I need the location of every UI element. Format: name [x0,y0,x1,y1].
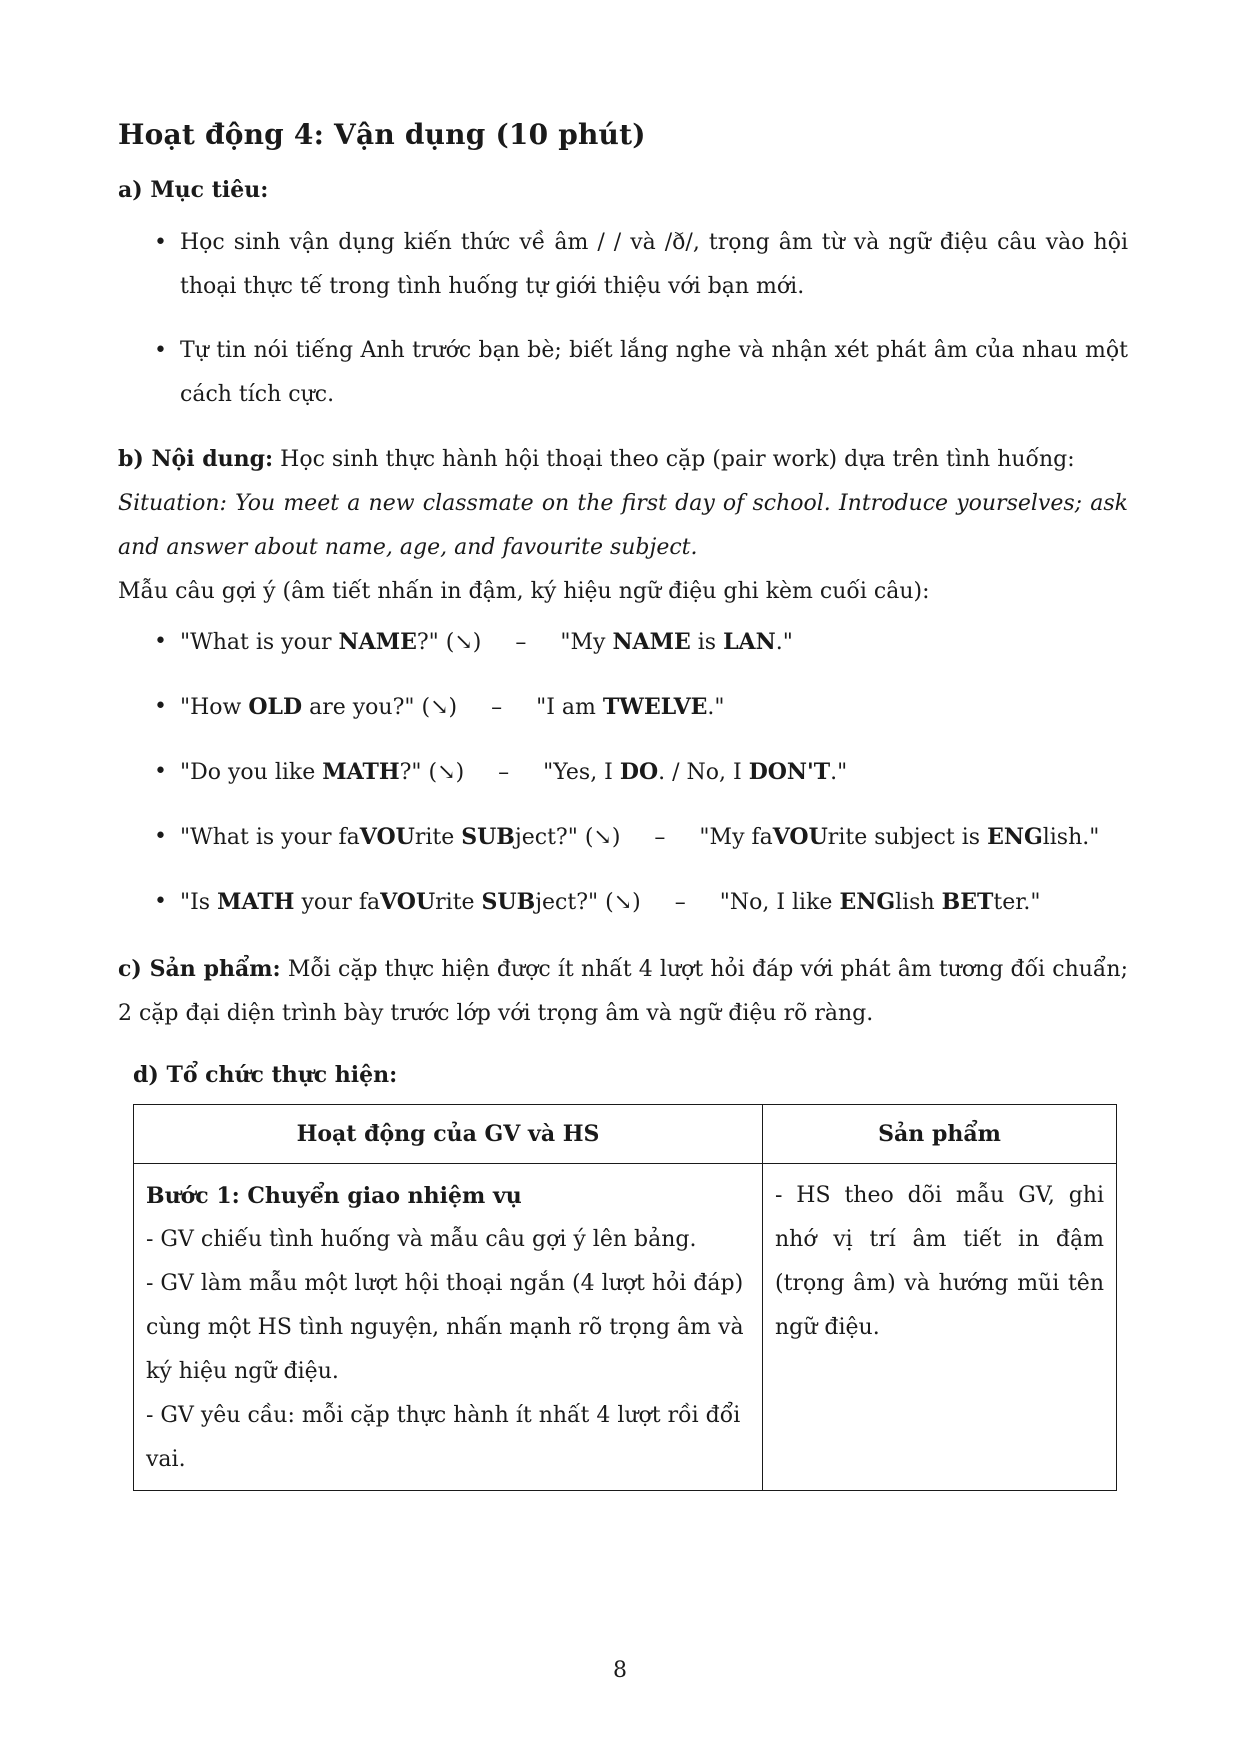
hint-text: Mẫu câu gợi ý (âm tiết nhấn in đậm, ký hiệu ngữ điệu ghi kèm cuối câu): [118,579,930,604]
stressed-syllable: ENG [839,889,896,915]
dialogue-text: ?" (↘) [416,630,482,655]
stressed-syllable: MATH [217,889,295,915]
bullet-icon: • [154,629,167,654]
section-c-label: c) Sản phẩm: [118,956,281,982]
dialogue-text: ." [830,760,848,785]
activity-line: - GV yêu cầu: mỗi cặp thực hành ít nhất 4 lượt rồi đổi vai. [146,1403,741,1472]
dialogue-text: lish [895,890,942,915]
dialogue-text: your fa [294,890,381,915]
objective-item: • Học sinh vận dụng kiến thức về âm / / và /ð/, trọng âm từ và ngữ điệu câu vào hội thoại thực tế trong tình huống tự giới thiệu với bạn mới. [118,221,1128,309]
section-b-label: b) Nội dung: [118,446,274,472]
stressed-syllable: VOU [772,824,828,850]
activity-line: - GV chiếu tình huống và mẫu câu gợi ý lên bảng. [146,1227,697,1252]
dialogue-text: rite [435,890,482,915]
dialogue-item [118,622,1128,663]
stressed-syllable: NAME [338,629,417,655]
dialogue-text: "Is [180,890,218,915]
stressed-syllable: BET [941,889,994,915]
bullet-icon: • [154,889,167,914]
bullet-icon: • [154,759,167,784]
stressed-syllable: SUB [481,889,536,915]
table-header: Hoạt động của GV và HS [134,1105,763,1164]
stressed-syllable: ENG [987,824,1043,850]
section-b-content [118,437,1128,482]
bullet-icon: • [154,824,167,849]
dialogue-text: ." [775,630,793,655]
page-number: 8 [613,1658,627,1683]
stressed-syllable: VOU [359,824,415,850]
dialogue-text: "My fa [699,825,773,850]
dialogue-separator: – [498,760,510,785]
section-a-label: a) Mục tiêu: [118,177,269,203]
stressed-syllable: DON'T [748,759,831,785]
activity-title: Hoạt động 4: Vận dụng (10 phút) [118,118,646,151]
dialogue-item [118,752,1128,793]
dialogue-text: "What is your [180,630,339,655]
dialogue-text: "Yes, I [543,760,620,785]
stressed-syllable: DO [619,759,659,785]
dialogue-text: ject?" (↘) [535,890,641,915]
dialogue-text: "I am [536,695,603,720]
dialogue-text: ?" (↘) [399,760,465,785]
stressed-syllable: OLD [248,694,303,720]
dialogue-text: . / No, I [658,760,749,785]
product-text: - HS theo dõi mẫu GV, ghi nhớ vị trí âm tiết in đậm (trọng âm) và hướng mũi tên ngữ điệu. [775,1183,1104,1340]
dialogue-text: is [690,630,724,655]
dialogue-separator: – [674,890,686,915]
dialogue-text: "Do you like [180,760,323,785]
dialogue-text: rite [414,825,462,850]
step-title: Bước 1: Chuyển giao nhiệm vụ [146,1183,522,1209]
table-header-row [134,1105,1117,1164]
stressed-syllable: VOU [380,889,436,915]
stressed-syllable: NAME [612,629,691,655]
dialogue-list [118,622,1128,923]
dialogue-text: "No, I like [719,890,840,915]
stressed-syllable: TWELVE [602,694,708,720]
stressed-syllable: SUB [461,824,515,850]
bullet-icon: • [154,694,167,719]
dialogue-item [118,882,1128,923]
dialogue-item [118,817,1128,858]
objective-item: • Tự tin nói tiếng Anh trước bạn bè; biết lắng nghe và nhận xét phát âm của nhau một cách tích cực. [118,329,1128,417]
dialogue-item [118,687,1128,728]
dialogue-text: are you?" (↘) [302,695,458,720]
section-c-text: Mỗi cặp thực hiện được ít nhất 4 lượt hỏi đáp với phát âm tương đối chuẩn; 2 cặp đại diện trình bày trước lớp với trọng âm và ngữ điệu rõ ràng. [118,957,1128,1026]
section-b-text: Học sinh thực hành hội thoại theo cặp (pair work) dựa trên tình huống: [280,447,1075,472]
activity-line: - GV làm mẫu một lượt hội thoại ngắn (4 lượt hỏi đáp) cùng một HS tình nguyện, nhấn mạnh rõ trọng âm và ký hiệu ngữ điệu. [146,1271,744,1384]
stressed-syllable: MATH [322,759,400,785]
dialogue-text: "What is your fa [180,825,360,850]
dialogue-separator: – [654,825,666,850]
stressed-syllable: LAN [723,629,776,655]
dialogue-text: ject?" (↘) [514,825,621,850]
dialogue-text: ." [707,695,725,720]
activity-table [133,1104,1117,1491]
dialogue-text: lish." [1042,825,1100,850]
dialogue-text: "How [180,695,249,720]
dialogue-text: rite subject is [827,825,988,850]
bullet-icon: • [154,230,167,255]
dialogue-separator: – [515,630,527,655]
section-d-label: d) Tổ chức thực hiện: [133,1062,398,1088]
table-row [134,1164,1117,1491]
teacher-student-activity-cell [134,1164,763,1491]
dialogue-text: "My [560,630,613,655]
document-page [118,118,1128,1491]
product-cell [763,1164,1117,1491]
objectives-list [118,221,1128,417]
dialogue-separator: – [491,695,503,720]
situation-text: Situation: You meet a new classmate on the first day of school. Introduce yourselves; ask and answer about name, age, and favourite subject. [118,491,1128,560]
section-c-content [118,947,1128,1036]
dialogue-text: ter." [993,890,1041,915]
table-header: Sản phẩm [763,1105,1117,1164]
bullet-icon: • [154,338,167,363]
